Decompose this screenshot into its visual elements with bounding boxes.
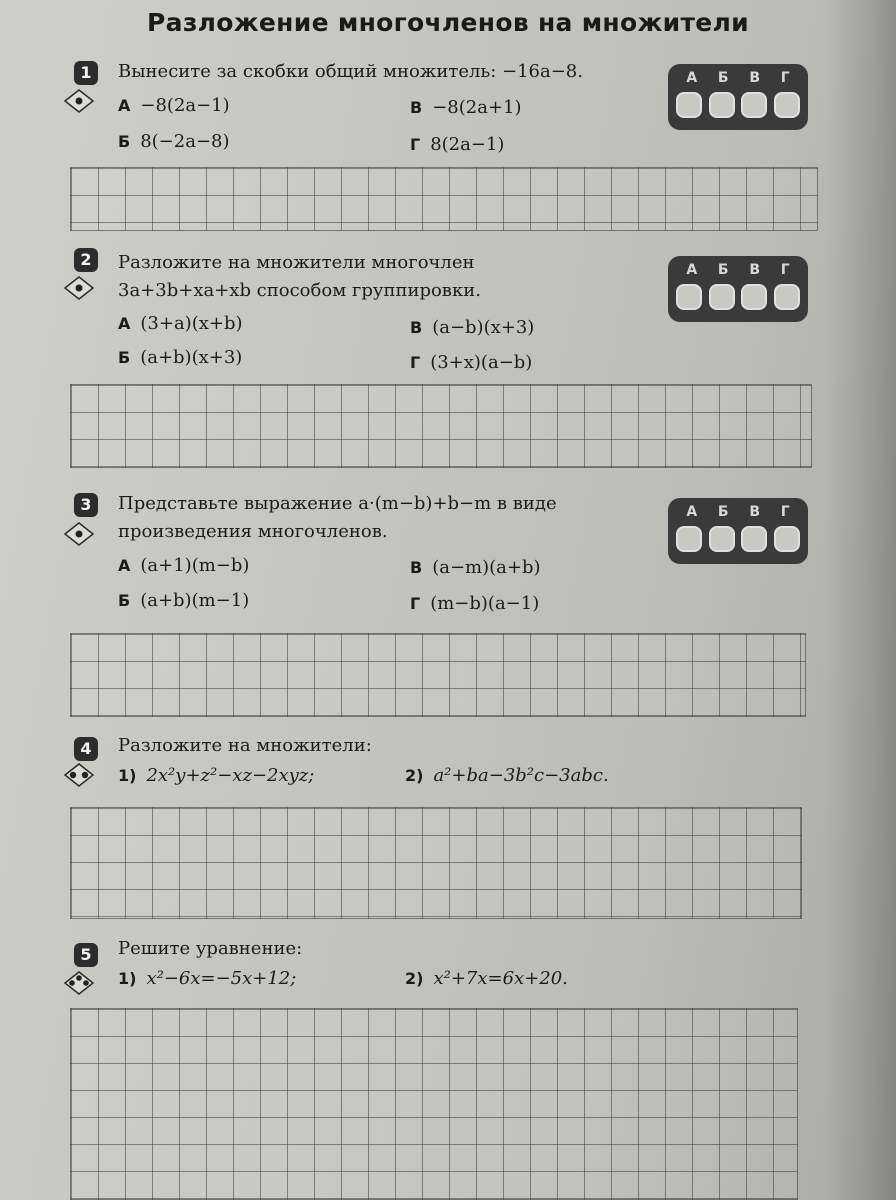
option-g[interactable]: Г (m−b)(a−1)	[410, 593, 540, 614]
answer-cell-a[interactable]	[676, 92, 702, 118]
answer-cell-v[interactable]	[741, 526, 767, 552]
option-b[interactable]: Б (a+b)(x+3)	[118, 347, 243, 368]
task-text-line-1: Представьте выражение a·(m−b)+b−m в виде	[118, 493, 557, 514]
answer-box: А Б В Г	[668, 256, 808, 322]
page-title: Разложение многочленов на множители	[147, 8, 749, 37]
task-number: 1	[74, 61, 98, 85]
subtask-2: 2) x²+7x=6x+20.	[405, 968, 568, 989]
answer-cell-v[interactable]	[741, 284, 767, 310]
work-grid[interactable]	[70, 1008, 798, 1200]
answer-cell-g[interactable]	[774, 284, 800, 310]
answer-cell-v[interactable]	[741, 92, 767, 118]
task-number: 3	[74, 493, 98, 517]
work-grid[interactable]	[70, 807, 802, 919]
subtask-1: 1) 2x²y+z²−xz−2xyz;	[118, 765, 315, 786]
answer-cell-b[interactable]	[709, 92, 735, 118]
task-text-line-2: 3a+3b+xa+xb способом группировки.	[118, 280, 481, 301]
option-v[interactable]: В −8(2a+1)	[410, 97, 522, 118]
work-grid[interactable]	[70, 384, 812, 468]
page-shadow	[826, 0, 896, 1200]
difficulty-one-dot-icon	[62, 521, 96, 547]
answer-cell-g[interactable]	[774, 92, 800, 118]
option-v[interactable]: В (a−m)(a+b)	[410, 557, 541, 578]
difficulty-three-dots-icon	[62, 970, 96, 996]
difficulty-two-dots-icon	[62, 762, 96, 788]
option-b[interactable]: Б 8(−2a−8)	[118, 131, 230, 152]
difficulty-one-dot-icon	[62, 88, 96, 114]
option-a[interactable]: А (3+a)(x+b)	[118, 313, 243, 334]
option-a[interactable]: А (a+1)(m−b)	[118, 555, 250, 576]
answer-box: А Б В Г	[668, 498, 808, 564]
answer-cell-b[interactable]	[709, 284, 735, 310]
task-number: 4	[74, 737, 98, 761]
option-g[interactable]: Г 8(2a−1)	[410, 134, 505, 155]
answer-cell-a[interactable]	[676, 526, 702, 552]
answer-cell-b[interactable]	[709, 526, 735, 552]
option-g[interactable]: Г (3+x)(a−b)	[410, 352, 533, 373]
subtask-1: 1) x²−6x=−5x+12;	[118, 968, 297, 989]
task-text: Решите уравнение:	[118, 938, 303, 959]
task-text-line-2: произведения многочленов.	[118, 521, 388, 542]
work-grid[interactable]	[70, 167, 818, 231]
work-grid[interactable]	[70, 633, 806, 717]
option-v[interactable]: В (a−b)(x+3)	[410, 317, 535, 338]
task-number: 5	[74, 943, 98, 967]
answer-cell-a[interactable]	[676, 284, 702, 310]
task-number: 2	[74, 248, 98, 272]
task-text: Разложите на множители:	[118, 735, 372, 756]
task-text: Вынесите за скобки общий множитель: −16a−8.	[118, 61, 583, 82]
option-b[interactable]: Б (a+b)(m−1)	[118, 590, 250, 611]
answer-cell-g[interactable]	[774, 526, 800, 552]
task-text-line-1: Разложите на множители многочлен	[118, 252, 475, 273]
option-a[interactable]: А −8(2a−1)	[118, 95, 230, 116]
difficulty-one-dot-icon	[62, 275, 96, 301]
subtask-2: 2) a²+ba−3b²c−3abc.	[405, 765, 609, 786]
answer-box: А Б В Г	[668, 64, 808, 130]
